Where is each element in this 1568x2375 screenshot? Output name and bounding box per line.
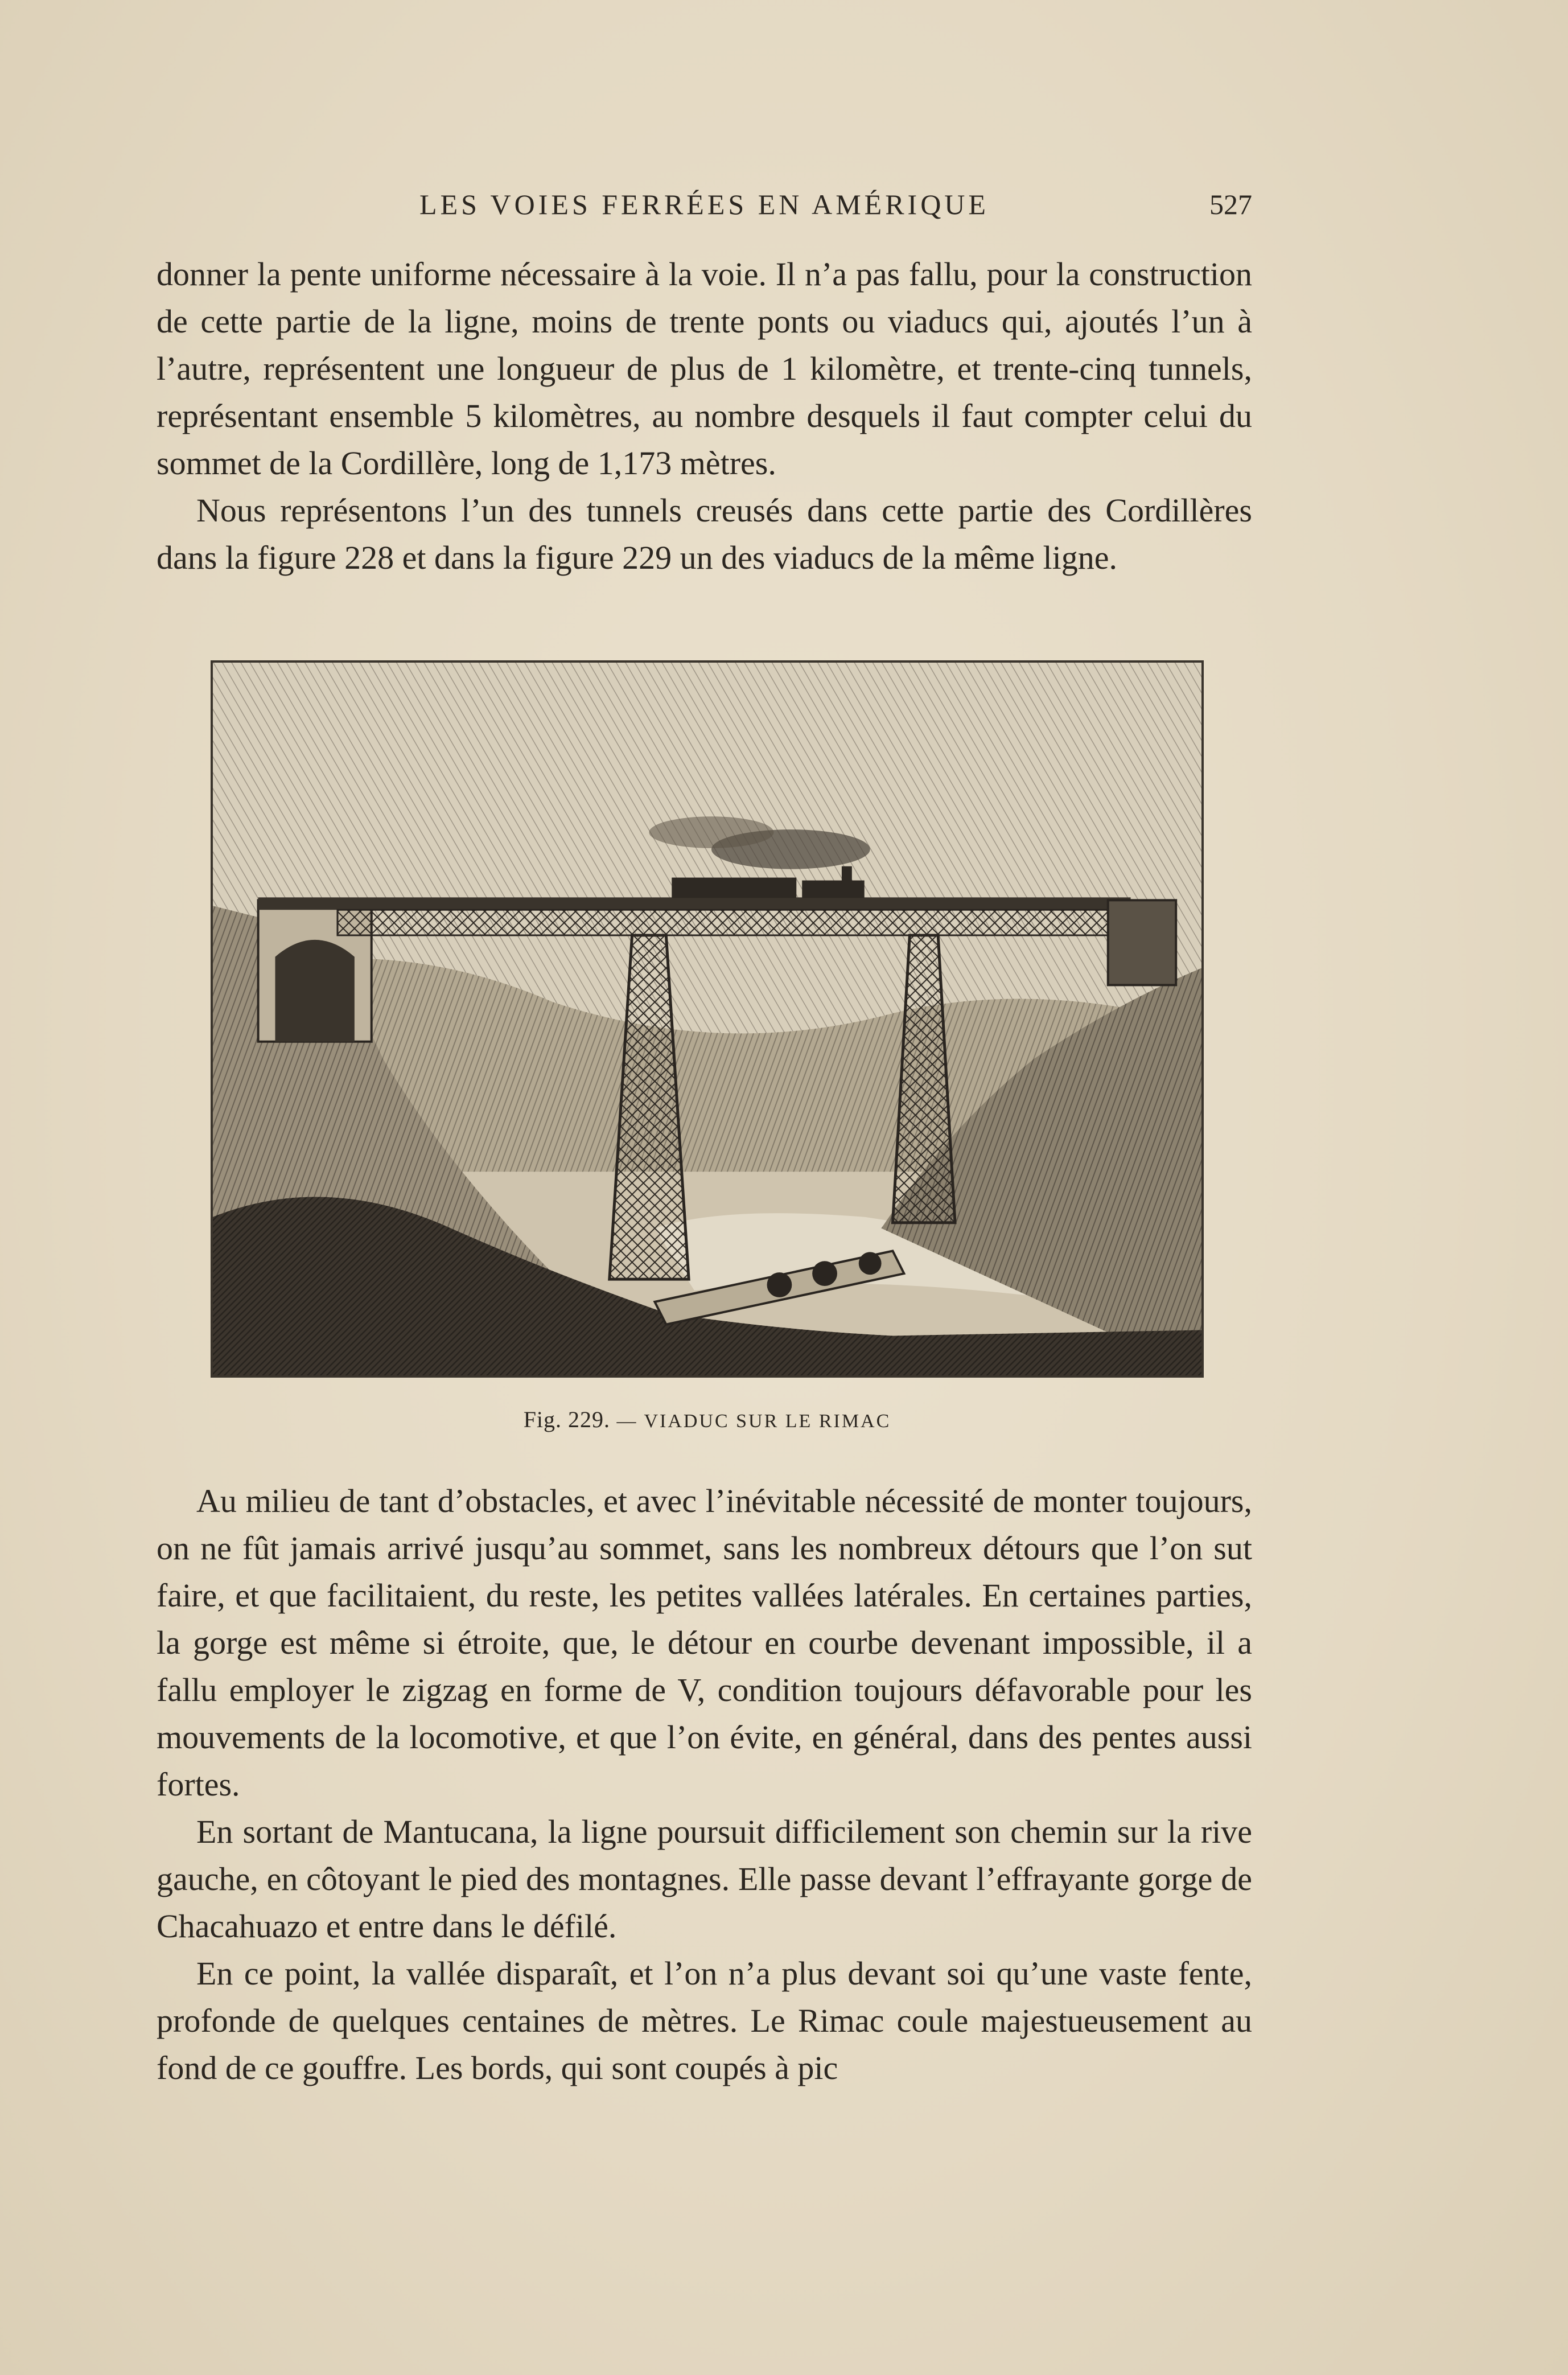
caption-separator: — xyxy=(616,1411,638,1432)
paragraph-mantucana: En sortant de Mantucana, la ligne poursuit difficilement son chemin sur la rive gauche, en côtoyant le pied des montagnes. Elle passe devant l’effrayante gorge de Chacahuazo et entre dans le défilé. xyxy=(157,1813,1252,1945)
page-header xyxy=(157,188,1252,228)
figure-title: VIADUC SUR LE RIMAC xyxy=(644,1411,891,1432)
paragraph-continuation: donner la pente uniforme nécessaire à la voie. Il n’a pas fallu, pour la construction de cette partie de la ligne, moins de trente ponts ou viaducs qui, ajoutés l’un à l’autre, représentent une longueur de plus de 1 kilomètre, et trente-cinq tunnels, représentant ensemble 5 kilomètres, au nombre desquels il faut compter celui du sommet de la Cordillère, long de 1,173 mètres. xyxy=(157,256,1252,482)
viaduct-illustration xyxy=(213,663,1201,1375)
figure-viaduct-engraving xyxy=(211,660,1204,1378)
text-block-bottom xyxy=(157,1477,1252,2092)
figure-caption xyxy=(211,1406,1204,1433)
paragraph-obstacles: Au milieu de tant d’obstacles, et avec l’inévitable nécessité de monter toujours, on ne fût jamais arrivé jusqu’au sommet, sans les nombreux détours que l’on sut faire, et que facilitaient, du reste, les petites vallées latérales. En certaines parties, la gorge est même si étroite, que, le détour en courbe devenant impossible, il a fallu employer le zigzag en forme de V, condition toujours défavorable pour les mouvements de la locomotive, et que l’on évite, en général, dans des pentes aussi fortes. xyxy=(157,1482,1252,1803)
paragraph-figure-reference: Nous représentons l’un des tunnels creusés dans cette partie des Cordillères dans la figure 228 et dans la figure 229 un des viaducs de la même ligne. xyxy=(157,492,1252,576)
figure-label: Fig. 229. xyxy=(523,1407,611,1432)
text-block-top xyxy=(157,250,1252,581)
running-head: LES VOIES FERRÉES EN AMÉRIQUE xyxy=(419,188,989,220)
paragraph-gorge: En ce point, la vallée disparaît, et l’on n’a plus devant soi qu’une vaste fente, profonde de quelques centaines de mètres. Le Rimac coule majestueusement au fond de ce gouffre. Les bords, qui sont coupés à pic xyxy=(157,1955,1252,2086)
page-number: 527 xyxy=(1209,188,1252,220)
